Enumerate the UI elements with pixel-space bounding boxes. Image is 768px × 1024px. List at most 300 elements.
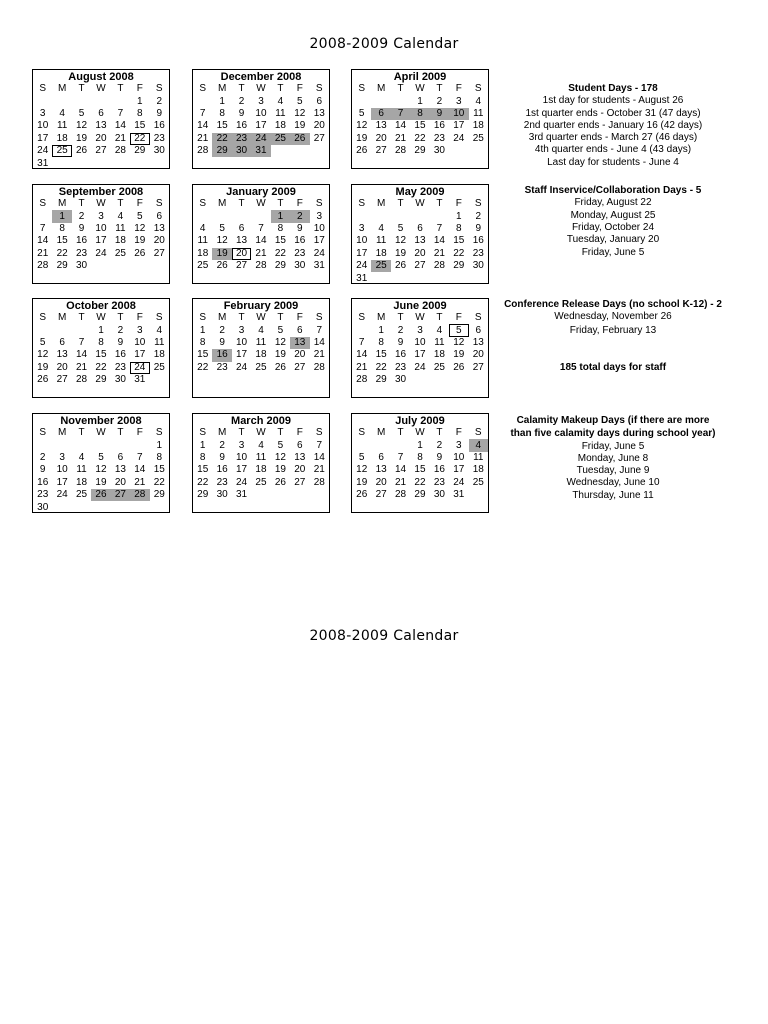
week-row bbox=[33, 464, 169, 476]
staff-inservice-notes bbox=[500, 185, 726, 260]
week-row bbox=[352, 272, 488, 284]
month-name: July 2009 bbox=[395, 415, 445, 427]
day-cell: 15 bbox=[274, 235, 286, 247]
weekday-header: T bbox=[78, 83, 85, 95]
day-cell: 10 bbox=[453, 451, 465, 463]
day-cell: 6 bbox=[378, 451, 384, 463]
day-cell: 1 bbox=[156, 439, 163, 451]
weekday-header: S bbox=[155, 198, 163, 210]
weekday-header: T bbox=[78, 198, 85, 210]
weekday-header: T bbox=[436, 83, 443, 95]
month-grid bbox=[352, 427, 488, 501]
day-cell: 21 bbox=[37, 247, 49, 259]
empty-cell bbox=[52, 95, 71, 107]
day-cell: 10 bbox=[356, 235, 368, 247]
empty-cell bbox=[193, 210, 212, 222]
day-cell: 21 bbox=[134, 476, 146, 488]
day-cell: 30 bbox=[37, 501, 49, 513]
day-cell: 21 bbox=[313, 349, 325, 361]
empty-cell bbox=[391, 439, 410, 451]
day-cell: 27 bbox=[294, 361, 306, 373]
week-row bbox=[33, 157, 169, 169]
day-cell: 6 bbox=[417, 222, 423, 234]
day-cell: 8 bbox=[156, 451, 163, 463]
empty-cell bbox=[72, 157, 91, 169]
weekday-header: T bbox=[277, 198, 284, 210]
day-cell: 22 bbox=[414, 132, 426, 144]
month-november-2008 bbox=[32, 413, 170, 513]
day-cell: 31 bbox=[453, 489, 465, 501]
day-cell: 9 bbox=[39, 464, 46, 476]
month-april-2009 bbox=[351, 69, 489, 169]
day-cell: 12 bbox=[37, 349, 49, 361]
day-cell: 8 bbox=[59, 222, 65, 234]
day-cell: 18 bbox=[255, 464, 267, 476]
day-cell: 24 bbox=[414, 361, 426, 373]
day-cell: 14 bbox=[114, 120, 126, 132]
weekday-header-row bbox=[352, 83, 488, 95]
day-cell: 22 bbox=[453, 247, 465, 259]
day-cell: 27 bbox=[56, 374, 68, 386]
day-cell: 22 bbox=[414, 476, 426, 488]
day-cell: 20 bbox=[375, 132, 387, 144]
week-row bbox=[352, 235, 488, 247]
empty-cell bbox=[150, 501, 169, 513]
day-cell: 15 bbox=[56, 235, 68, 247]
weekday-header: T bbox=[117, 427, 124, 439]
day-cell: 5 bbox=[397, 222, 404, 234]
day-cell: 2 bbox=[219, 439, 225, 451]
day-cell: 17 bbox=[255, 120, 267, 132]
weekday-header: T bbox=[397, 83, 404, 95]
day-cell: 19 bbox=[356, 132, 368, 144]
weekday-header: S bbox=[39, 198, 47, 210]
empty-cell bbox=[232, 210, 251, 222]
week-row bbox=[193, 260, 329, 272]
day-cell: 26 bbox=[75, 145, 88, 157]
day-cell: 15 bbox=[95, 349, 107, 361]
day-cell: 17 bbox=[356, 247, 368, 259]
weekday-header: M bbox=[217, 83, 227, 95]
day-cell: 29 bbox=[56, 260, 68, 272]
day-cell: 21 bbox=[313, 464, 325, 476]
weekday-header: T bbox=[238, 83, 245, 95]
day-cell: 3 bbox=[137, 324, 143, 336]
day-cell: 3 bbox=[59, 451, 65, 463]
day-cell: 12 bbox=[274, 451, 286, 463]
week-row bbox=[193, 452, 329, 464]
note-line: Friday, August 22 bbox=[574, 197, 652, 209]
day-cell: 16 bbox=[153, 120, 165, 132]
month-grid bbox=[193, 312, 329, 374]
day-cell: 6 bbox=[316, 95, 323, 107]
note-line: Friday, February 13 bbox=[569, 324, 657, 336]
week-row bbox=[33, 349, 169, 361]
day-cell: 26 bbox=[216, 260, 228, 272]
weekday-header: S bbox=[155, 83, 163, 95]
staff-inservice-heading: Staff Inservice/Collaboration Days - 5 bbox=[524, 185, 702, 196]
day-cell: 4 bbox=[258, 439, 264, 451]
day-cell: 18 bbox=[255, 349, 267, 361]
note-line: Monday, August 25 bbox=[570, 209, 656, 221]
day-cell: 20 bbox=[153, 235, 165, 247]
day-cell: 14 bbox=[433, 235, 445, 247]
empty-cell bbox=[449, 272, 468, 284]
day-cell: 21 bbox=[394, 476, 407, 488]
day-cell: 4 bbox=[436, 324, 443, 336]
month-february-2009 bbox=[192, 298, 330, 398]
day-cell: 29 bbox=[212, 145, 231, 157]
day-cell: 25 bbox=[371, 260, 390, 272]
week-row bbox=[193, 95, 329, 107]
day-cell: 18 bbox=[114, 235, 126, 247]
day-cell: 30 bbox=[114, 374, 126, 386]
week-row bbox=[352, 324, 488, 336]
day-cell: 11 bbox=[434, 336, 445, 348]
month-name: October 2008 bbox=[66, 300, 136, 312]
day-cell: 11 bbox=[76, 464, 87, 476]
day-cell: 24 bbox=[453, 476, 465, 488]
day-cell: 26 bbox=[37, 374, 49, 386]
day-cell: 16 bbox=[394, 349, 407, 361]
week-row bbox=[352, 210, 488, 222]
weekday-header: W bbox=[256, 427, 266, 439]
day-cell: 24 bbox=[235, 476, 248, 488]
day-cell: 7 bbox=[316, 439, 323, 451]
day-cell: 7 bbox=[436, 222, 443, 234]
day-cell: 1 bbox=[417, 439, 423, 451]
week-row bbox=[33, 439, 169, 451]
week-row bbox=[193, 120, 329, 132]
day-cell: 14 bbox=[313, 336, 325, 348]
day-cell: 21 bbox=[114, 132, 126, 144]
day-cell: 23 bbox=[472, 247, 484, 259]
day-cell: 23 bbox=[394, 361, 407, 373]
day-cell: 17 bbox=[134, 349, 146, 361]
weekday-header: S bbox=[199, 198, 207, 210]
day-cell: 17 bbox=[453, 464, 465, 476]
calamity-notes bbox=[500, 415, 726, 502]
month-january-2009 bbox=[192, 184, 330, 284]
day-cell: 12 bbox=[453, 336, 465, 348]
empty-cell bbox=[150, 157, 169, 169]
day-cell: 1 bbox=[98, 324, 104, 336]
week-row bbox=[33, 210, 169, 222]
empty-cell bbox=[72, 95, 91, 107]
day-cell: 13 bbox=[294, 451, 306, 463]
weekday-header: W bbox=[415, 83, 425, 95]
day-cell: 28 bbox=[75, 374, 88, 386]
day-cell: 19 bbox=[75, 132, 88, 144]
day-cell: 9 bbox=[475, 222, 482, 234]
weekday-header: M bbox=[376, 312, 386, 324]
weekday-header: M bbox=[217, 427, 227, 439]
weekday-header: W bbox=[256, 198, 266, 210]
day-cell: 26 bbox=[91, 489, 110, 501]
weekday-header: F bbox=[136, 198, 143, 210]
weekday-header: W bbox=[415, 198, 425, 210]
day-cell: 22 bbox=[212, 133, 231, 145]
week-row bbox=[352, 108, 488, 120]
weekday-header: T bbox=[238, 427, 245, 439]
day-cell: 11 bbox=[255, 336, 267, 348]
weekday-header: W bbox=[96, 427, 106, 439]
day-cell: 25 bbox=[271, 133, 290, 145]
weekday-header: S bbox=[315, 83, 323, 95]
weekday-header: T bbox=[117, 198, 124, 210]
day-cell: 17 bbox=[453, 120, 465, 132]
month-name: February 2009 bbox=[223, 300, 299, 312]
day-cell: 29 bbox=[414, 489, 426, 501]
weekday-header-row bbox=[33, 427, 169, 439]
weekday-header: S bbox=[358, 198, 366, 210]
day-cell: 8 bbox=[199, 336, 206, 348]
empty-cell bbox=[91, 260, 110, 272]
day-cell: 2 bbox=[156, 95, 163, 107]
day-cell: 14 bbox=[75, 349, 88, 361]
weekday-header: F bbox=[136, 312, 143, 324]
day-cell: 22 bbox=[153, 476, 165, 488]
day-cell: 16 bbox=[433, 464, 445, 476]
day-cell: 1 bbox=[52, 210, 71, 222]
empty-cell bbox=[449, 374, 468, 386]
day-cell: 24 bbox=[37, 145, 49, 157]
week-row bbox=[193, 337, 329, 349]
day-cell: 5 bbox=[277, 439, 284, 451]
calamity-heading-line1: Calamity Makeup Days (if there are more bbox=[516, 415, 710, 426]
day-cell: 14 bbox=[313, 451, 325, 463]
day-cell: 24 bbox=[95, 247, 107, 259]
day-cell: 31 bbox=[251, 145, 270, 157]
month-name: August 2008 bbox=[68, 71, 134, 83]
week-row bbox=[352, 120, 488, 132]
day-cell: 19 bbox=[453, 349, 465, 361]
empty-cell bbox=[91, 95, 110, 107]
day-cell: 29 bbox=[95, 374, 107, 386]
empty-cell bbox=[91, 501, 110, 513]
day-cell: 10 bbox=[37, 120, 49, 132]
month-october-2008 bbox=[32, 298, 170, 398]
day-cell: 23 bbox=[114, 361, 126, 373]
weekday-header: T bbox=[117, 312, 124, 324]
weekday-header: S bbox=[199, 427, 207, 439]
day-cell: 12 bbox=[294, 107, 306, 119]
week-row bbox=[33, 108, 169, 120]
day-cell: 27 bbox=[375, 489, 387, 501]
day-cell: 19 bbox=[294, 120, 306, 132]
weekday-header: T bbox=[78, 312, 85, 324]
day-cell: 9 bbox=[238, 107, 245, 119]
day-cell: 14 bbox=[255, 235, 267, 247]
day-cell: 6 bbox=[156, 210, 163, 222]
total-days-text: 185 total days for staff bbox=[559, 362, 667, 373]
weekday-header: W bbox=[96, 83, 106, 95]
day-cell: 21 bbox=[394, 132, 407, 144]
week-row bbox=[193, 489, 329, 501]
weekday-header: W bbox=[256, 83, 266, 95]
day-cell: 30 bbox=[232, 145, 251, 157]
month-may-2009 bbox=[351, 184, 489, 284]
day-cell: 13 bbox=[153, 222, 165, 234]
day-cell: 26 bbox=[356, 145, 368, 157]
calamity-heading-line2: than five calamity days during school year) bbox=[510, 428, 716, 440]
empty-cell bbox=[290, 145, 309, 157]
month-grid bbox=[352, 83, 488, 157]
day-cell: 3 bbox=[456, 95, 462, 107]
weekday-header: S bbox=[39, 312, 47, 324]
empty-cell bbox=[52, 324, 71, 336]
day-cell: 8 bbox=[410, 108, 429, 120]
day-cell: 17 bbox=[37, 132, 49, 144]
weekday-header-row bbox=[193, 427, 329, 439]
day-cell: 11 bbox=[275, 107, 286, 119]
empty-cell bbox=[271, 489, 290, 501]
day-cell: 20 bbox=[472, 349, 484, 361]
day-cell: 14 bbox=[394, 464, 407, 476]
day-cell: 26 bbox=[453, 361, 465, 373]
day-cell: 23 bbox=[433, 132, 445, 144]
day-cell: 9 bbox=[297, 222, 303, 234]
page-title: 2008-2009 Calendar bbox=[309, 36, 459, 52]
day-cell: 12 bbox=[274, 336, 286, 348]
empty-cell bbox=[91, 157, 110, 169]
empty-cell bbox=[33, 324, 52, 336]
month-grid bbox=[33, 83, 169, 170]
day-cell: 9 bbox=[78, 222, 85, 234]
day-cell: 7 bbox=[78, 336, 85, 348]
day-cell: 16 bbox=[212, 349, 231, 361]
day-cell: 19 bbox=[274, 349, 286, 361]
empty-cell bbox=[410, 210, 429, 222]
day-cell: 17 bbox=[313, 235, 325, 247]
day-cell: 23 bbox=[216, 361, 228, 373]
week-row bbox=[33, 324, 169, 336]
weekday-header: S bbox=[474, 312, 482, 324]
day-cell: 10 bbox=[56, 464, 68, 476]
empty-cell bbox=[449, 145, 468, 157]
month-grid bbox=[352, 198, 488, 285]
weekday-header: M bbox=[57, 427, 67, 439]
empty-cell bbox=[111, 439, 130, 451]
weekday-header: T bbox=[397, 427, 404, 439]
day-cell: 15 bbox=[216, 120, 228, 132]
month-grid bbox=[193, 83, 329, 157]
day-cell: 11 bbox=[255, 451, 267, 463]
day-cell: 6 bbox=[475, 324, 482, 336]
empty-cell bbox=[430, 272, 449, 284]
day-cell: 5 bbox=[297, 95, 303, 107]
weekday-header: S bbox=[358, 83, 366, 95]
day-cell: 21 bbox=[433, 247, 445, 259]
month-name: September 2008 bbox=[58, 186, 144, 198]
weekday-header: S bbox=[39, 427, 47, 439]
empty-cell bbox=[130, 501, 149, 513]
day-cell: 16 bbox=[294, 235, 306, 247]
day-cell: 24 bbox=[356, 260, 368, 272]
day-cell: 15 bbox=[414, 120, 426, 132]
day-cell: 14 bbox=[134, 464, 146, 476]
day-cell: 4 bbox=[78, 451, 85, 463]
empty-cell bbox=[469, 374, 488, 386]
month-grid bbox=[33, 427, 169, 514]
day-cell: 15 bbox=[414, 464, 426, 476]
day-cell: 9 bbox=[430, 108, 449, 120]
day-cell: 2 bbox=[475, 210, 482, 222]
weekday-header: S bbox=[155, 427, 163, 439]
day-cell: 22 bbox=[274, 247, 286, 259]
weekday-header: T bbox=[238, 198, 245, 210]
week-row bbox=[33, 362, 169, 374]
month-name: November 2008 bbox=[60, 415, 142, 427]
weekday-header: T bbox=[277, 312, 284, 324]
day-cell: 27 bbox=[235, 260, 248, 272]
day-cell: 28 bbox=[356, 374, 368, 386]
empty-cell bbox=[352, 210, 371, 222]
month-september-2008 bbox=[32, 184, 170, 284]
day-cell: 27 bbox=[294, 476, 306, 488]
day-cell: 1 bbox=[456, 210, 462, 222]
day-cell: 3 bbox=[456, 439, 462, 451]
month-name: April 2009 bbox=[393, 71, 447, 83]
weekday-header: S bbox=[315, 198, 323, 210]
student-days-heading: Student Days - 178 bbox=[568, 83, 658, 94]
day-cell: 12 bbox=[394, 235, 407, 247]
week-row bbox=[193, 133, 329, 145]
weekday-header: S bbox=[199, 312, 207, 324]
day-cell: 9 bbox=[156, 107, 163, 119]
day-cell: 1 bbox=[378, 324, 384, 336]
day-cell: 24 bbox=[313, 247, 325, 259]
empty-cell bbox=[469, 489, 488, 501]
weekday-header: M bbox=[57, 198, 67, 210]
day-cell: 26 bbox=[290, 133, 309, 145]
day-cell: 20 bbox=[414, 247, 426, 259]
empty-cell bbox=[352, 324, 371, 336]
day-cell: 1 bbox=[199, 439, 206, 451]
weekday-header: T bbox=[397, 198, 404, 210]
day-cell: 3 bbox=[258, 95, 264, 107]
empty-cell bbox=[469, 145, 488, 157]
day-cell: 10 bbox=[313, 222, 325, 234]
weekday-header: S bbox=[199, 83, 207, 95]
week-row bbox=[193, 362, 329, 374]
day-cell: 17 bbox=[235, 464, 248, 476]
empty-cell bbox=[130, 439, 149, 451]
day-cell: 17 bbox=[56, 476, 68, 488]
day-cell: 19 bbox=[37, 361, 49, 373]
note-line: Monday, June 8 bbox=[577, 452, 649, 464]
day-cell: 7 bbox=[199, 107, 206, 119]
day-cell: 17 bbox=[414, 349, 426, 361]
weekday-header: T bbox=[277, 427, 284, 439]
day-cell: 24 bbox=[56, 489, 68, 501]
note-line: Wednesday, June 10 bbox=[566, 477, 660, 489]
week-row bbox=[352, 489, 488, 501]
day-cell: 6 bbox=[297, 439, 303, 451]
weekday-header: W bbox=[256, 312, 266, 324]
weekday-header-row bbox=[193, 198, 329, 210]
day-cell: 13 bbox=[375, 464, 387, 476]
day-cell: 24 bbox=[251, 133, 270, 145]
day-cell: 30 bbox=[216, 489, 228, 501]
day-cell: 8 bbox=[219, 107, 225, 119]
day-cell: 4 bbox=[156, 324, 163, 336]
empty-cell bbox=[72, 324, 91, 336]
week-row bbox=[352, 145, 488, 157]
day-cell: 12 bbox=[95, 464, 107, 476]
empty-cell bbox=[150, 260, 169, 272]
day-cell: 31 bbox=[134, 374, 146, 386]
